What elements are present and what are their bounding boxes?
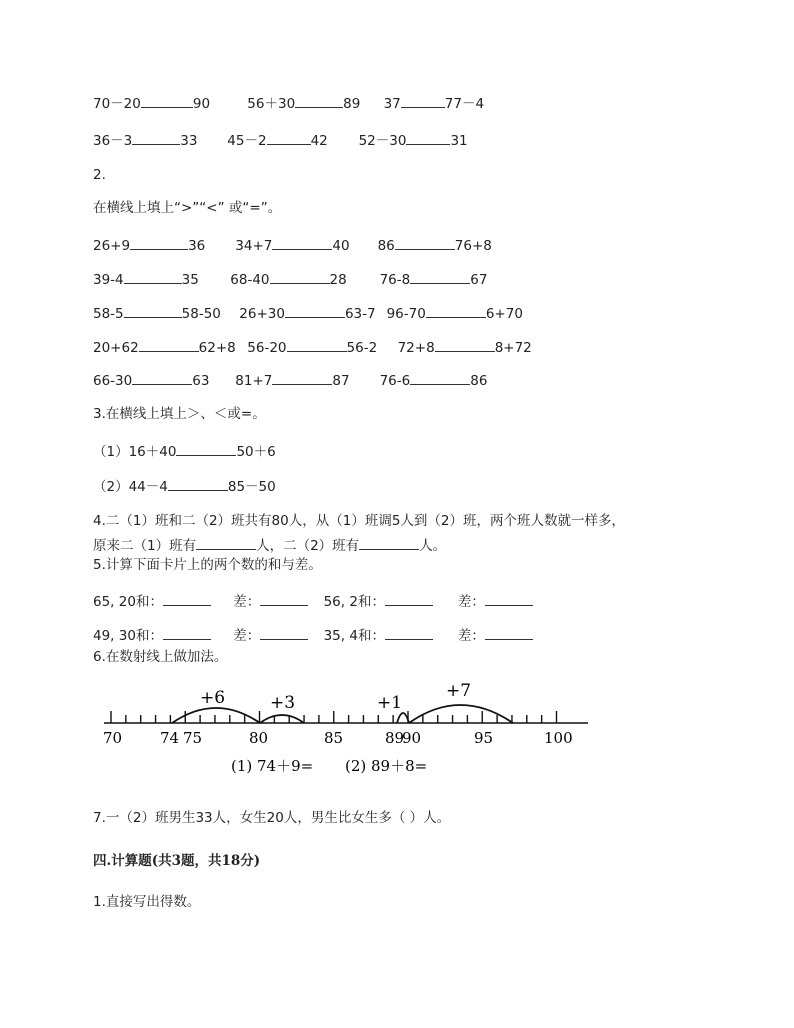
- q5-instruction: 5.计算下面卡片上的两个数的和与差。: [93, 557, 322, 573]
- problem-2: (2) 89＋8=: [345, 757, 428, 775]
- answer-blank[interactable]: [132, 131, 180, 145]
- answer-blank[interactable]: [295, 94, 343, 108]
- diff-blank[interactable]: [485, 592, 533, 606]
- diff-label: 差：: [233, 594, 261, 610]
- expr-left: 26+30: [239, 306, 285, 322]
- q7-text: 7.一（2）班男生33人，女生20人，男生比女生多（ ）人。: [93, 810, 451, 826]
- card-numbers: 65, 20: [93, 594, 136, 610]
- q2-row-2: [93, 270, 487, 289]
- arc-label-plus1: +1: [377, 693, 403, 713]
- tick-label-70: 70: [103, 729, 123, 747]
- expr-right: 50＋6: [236, 444, 276, 460]
- q6-instruction: 6.在数射线上做加法。: [93, 649, 228, 665]
- tick-label-100: 100: [544, 729, 573, 747]
- arc-plus3: [260, 715, 304, 723]
- tick-label-75: 75: [183, 729, 203, 747]
- expr-right: 63: [192, 373, 210, 389]
- expr-right: 58-50: [181, 306, 221, 322]
- expr-right: 31: [450, 133, 468, 149]
- item-label: （2）: [93, 479, 129, 495]
- diff-blank[interactable]: [260, 626, 308, 640]
- expr-right: 8+72: [494, 340, 532, 356]
- expr-right: 90: [192, 96, 211, 112]
- arc-plus1: [397, 713, 409, 723]
- diff-blank[interactable]: [485, 626, 533, 640]
- answer-blank[interactable]: [176, 442, 236, 456]
- sum-label: 和：: [135, 628, 163, 644]
- answer-blank[interactable]: [426, 304, 486, 318]
- problem-1: (1) 74＋9=: [231, 757, 314, 775]
- q2-row-3: [93, 304, 523, 323]
- expr-right: 67: [470, 272, 488, 288]
- expr-right: 28: [329, 272, 347, 288]
- arc-label-plus6: +6: [200, 688, 226, 708]
- answer-blank[interactable]: [272, 236, 332, 250]
- top-row-1: [93, 94, 484, 113]
- q2-instruction: 在横线上填上“>”“<” 或“=”。: [93, 200, 282, 216]
- arc-label-plus3: +3: [270, 693, 296, 713]
- expr-left: 76-6: [379, 373, 411, 389]
- expr-left: 39-4: [93, 272, 124, 288]
- expr-left: 26+9: [93, 238, 131, 254]
- q4-text-c: 人。: [419, 538, 447, 554]
- expr-left: 44－4: [128, 479, 168, 495]
- expr-left: 16＋40: [128, 444, 177, 460]
- card-numbers: 49, 30: [93, 628, 136, 644]
- tick-label-90: 90: [402, 729, 422, 747]
- answer-blank[interactable]: [359, 536, 419, 550]
- top-row-2: [93, 131, 468, 150]
- tick-label-80: 80: [249, 729, 269, 747]
- expr-left: 37: [383, 96, 401, 112]
- expr-left: 72+8: [397, 340, 435, 356]
- sum-blank[interactable]: [385, 592, 433, 606]
- q4-text-a: 原来二（1）班有: [93, 538, 197, 554]
- sum-blank[interactable]: [385, 626, 433, 640]
- answer-blank[interactable]: [285, 304, 345, 318]
- expr-left: 36－3: [93, 133, 133, 149]
- expr-right: 33: [180, 133, 198, 149]
- answer-blank[interactable]: [410, 371, 470, 385]
- number-ray-ticks: [111, 711, 557, 723]
- answer-blank[interactable]: [435, 338, 495, 352]
- expr-right: 35: [181, 272, 199, 288]
- diff-label: 差：: [233, 628, 261, 644]
- section4-title: 四.计算题(共3题，共18分): [93, 853, 261, 869]
- tick-label-74: 74: [160, 729, 180, 747]
- expr-left: 52－30: [358, 133, 407, 149]
- answer-blank[interactable]: [401, 94, 445, 108]
- diff-label: 差：: [457, 628, 485, 644]
- answer-blank[interactable]: [196, 536, 256, 550]
- expr-right: 85－50: [227, 479, 276, 495]
- diff-blank[interactable]: [260, 592, 308, 606]
- tick-label-89: 89: [385, 729, 405, 747]
- answer-blank[interactable]: [124, 270, 182, 284]
- answer-blank[interactable]: [130, 236, 188, 250]
- expr-right: 86: [470, 373, 488, 389]
- answer-blank[interactable]: [270, 270, 330, 284]
- expr-right: 6+70: [485, 306, 523, 322]
- answer-blank[interactable]: [272, 371, 332, 385]
- expr-left: 20+62: [93, 340, 139, 356]
- answer-blank[interactable]: [395, 236, 455, 250]
- expr-right: 36: [188, 238, 206, 254]
- q2-row-4: [93, 338, 532, 357]
- expr-right: 56-2: [346, 340, 378, 356]
- expr-left: 96-70: [386, 306, 426, 322]
- expr-left: 56-20: [247, 340, 287, 356]
- tick-label-95: 95: [474, 729, 494, 747]
- q5-row-1: [93, 592, 533, 611]
- expr-right: 42: [310, 133, 328, 149]
- sum-label: 和：: [357, 594, 385, 610]
- q2-row-1: [93, 236, 492, 255]
- sum-label: 和：: [357, 628, 385, 644]
- expr-right: 76+8: [454, 238, 492, 254]
- expr-left: 66-30: [93, 373, 133, 389]
- sum-blank[interactable]: [163, 626, 211, 640]
- tick-label-85: 85: [324, 729, 344, 747]
- q4-line-1: 4.二（1）班和二（2）班共有80人，从（1）班调5人到（2）班，两个班人数就一样多，: [93, 513, 626, 529]
- expr-left: 81+7: [235, 373, 273, 389]
- number-ray: [0, 675, 794, 795]
- q2-row-5: [93, 371, 487, 390]
- answer-blank[interactable]: [287, 338, 347, 352]
- answer-blank[interactable]: [124, 304, 182, 318]
- q4-line-2: [93, 536, 446, 555]
- q4-text-b: 人，二（2）班有: [256, 538, 360, 554]
- section4-item1: 1.直接写出得数。: [93, 894, 201, 910]
- item-label: （1）: [93, 444, 129, 460]
- q2-number: 2.: [93, 167, 106, 183]
- answer-blank[interactable]: [410, 270, 470, 284]
- q3-item-1: [93, 442, 276, 461]
- expr-left: 86: [377, 238, 395, 254]
- expr-left: 68-40: [230, 272, 270, 288]
- q5-row-2: [93, 626, 533, 645]
- q3-instruction: 3.在横线上填上＞、＜或=。: [93, 406, 266, 422]
- expr-right: 63-7: [344, 306, 376, 322]
- expr-left: 34+7: [235, 238, 273, 254]
- arc-label-plus7: +7: [446, 681, 472, 701]
- answer-blank[interactable]: [168, 477, 228, 491]
- expr-left: 76-8: [379, 272, 411, 288]
- answer-blank[interactable]: [139, 338, 199, 352]
- expr-left: 45－2: [227, 133, 267, 149]
- answer-blank[interactable]: [132, 371, 192, 385]
- expr-right: 62+8: [198, 340, 236, 356]
- expr-right: 77－4: [444, 96, 485, 112]
- diff-label: 差：: [457, 594, 485, 610]
- expr-left: 56＋30: [247, 96, 296, 112]
- expr-right: 89: [343, 96, 361, 112]
- sum-label: 和：: [135, 594, 163, 610]
- card-numbers: 35, 4: [323, 628, 358, 644]
- answer-blank[interactable]: [406, 131, 450, 145]
- answer-blank[interactable]: [267, 131, 311, 145]
- answer-blank[interactable]: [141, 94, 193, 108]
- expr-left: 70－20: [93, 96, 141, 112]
- card-numbers: 56, 2: [323, 594, 358, 610]
- expr-right: 87: [332, 373, 350, 389]
- sum-blank[interactable]: [163, 592, 211, 606]
- q3-item-2: [93, 477, 276, 496]
- expr-left: 58-5: [93, 306, 124, 322]
- expr-right: 40: [332, 238, 350, 254]
